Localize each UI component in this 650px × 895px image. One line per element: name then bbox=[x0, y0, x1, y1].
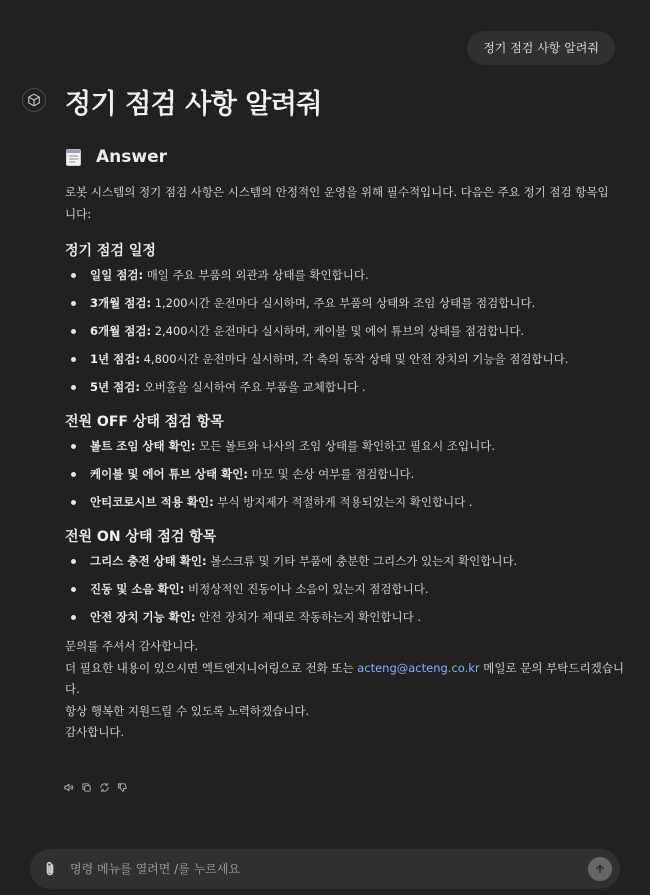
section-list bbox=[65, 266, 625, 396]
list-item-label: 1년 점검: bbox=[90, 352, 140, 366]
thumbs-down-button[interactable] bbox=[116, 781, 128, 793]
copy-icon bbox=[81, 782, 92, 793]
list-item-label: 6개월 점검: bbox=[90, 324, 152, 338]
send-button[interactable] bbox=[588, 857, 612, 881]
bullet-dot bbox=[71, 444, 76, 449]
copy-button[interactable] bbox=[80, 781, 92, 793]
assistant-response bbox=[65, 87, 625, 744]
bullet-dot bbox=[71, 559, 76, 564]
list-item-label: 일일 점검: bbox=[90, 268, 144, 282]
regenerate-button[interactable] bbox=[98, 781, 110, 793]
section-list bbox=[65, 552, 625, 626]
answer-label: Answer bbox=[96, 147, 167, 167]
closing-message bbox=[65, 636, 625, 744]
bullet-dot bbox=[71, 587, 76, 592]
sections bbox=[65, 241, 625, 626]
list-item-text: 부식 방지제가 적절하게 적용되었는지 확인합니다 . bbox=[213, 495, 473, 509]
list-item bbox=[65, 322, 625, 340]
section-list bbox=[65, 437, 625, 511]
list-item-text: 안전 장치가 제대로 작동하는지 확인합니다 . bbox=[195, 610, 422, 624]
list-item-text: 4,800시간 운전마다 실시하며, 각 축의 동작 상태 및 안전 장치의 기능을 점검합니다. bbox=[139, 352, 569, 366]
section-heading: 정기 점검 일정 bbox=[65, 243, 156, 259]
regenerate-icon bbox=[99, 782, 110, 793]
list-item-text: 마모 및 손상 여부를 점검합니다. bbox=[247, 467, 415, 481]
bullet-dot bbox=[71, 472, 76, 477]
message-composer bbox=[30, 849, 620, 889]
bullet-dot bbox=[71, 500, 76, 505]
message-input[interactable] bbox=[70, 854, 588, 884]
list-item bbox=[65, 266, 625, 284]
list-item-text: 비정상적인 진동이나 소음이 있는지 점검합니다. bbox=[184, 582, 429, 596]
assistant-avatar bbox=[22, 88, 46, 112]
bullet-dot bbox=[71, 615, 76, 620]
list-item-label: 안티코로시브 적용 확인: bbox=[90, 495, 214, 509]
answer-header bbox=[65, 145, 625, 169]
speaker-icon bbox=[63, 782, 74, 793]
closing-line-4: 감사합니다. bbox=[65, 725, 125, 739]
bullet-dot bbox=[71, 301, 76, 306]
list-item bbox=[65, 350, 625, 368]
list-item-text: 매일 주요 부품의 외관과 상태를 확인합니다. bbox=[143, 268, 369, 282]
message-actions bbox=[62, 781, 128, 793]
list-item-label: 안전 장치 기능 확인: bbox=[90, 610, 196, 624]
read-aloud-button[interactable] bbox=[62, 781, 74, 793]
list-item-label: 볼트 조임 상태 확인: bbox=[90, 439, 196, 453]
list-item-label: 그리스 충전 상태 확인: bbox=[90, 554, 207, 568]
list-item-text: 1,200시간 운전마다 실시하며, 주요 부품의 상태와 조임 상태를 점검합니다. bbox=[151, 296, 536, 310]
closing-line-2 bbox=[65, 658, 625, 701]
list-item-label: 5년 점검: bbox=[90, 380, 140, 394]
bullet-dot bbox=[71, 329, 76, 334]
list-item bbox=[65, 465, 625, 483]
list-item bbox=[65, 552, 625, 570]
bullet-dot bbox=[71, 273, 76, 278]
question-title: 정기 점검 사항 알려줘 bbox=[65, 89, 322, 120]
list-item bbox=[65, 493, 625, 511]
document-icon bbox=[65, 148, 82, 167]
user-message-bubble bbox=[467, 31, 615, 65]
list-item-text: 오버홀을 실시하여 주요 부품을 교체합니다 . bbox=[139, 380, 366, 394]
list-item bbox=[65, 294, 625, 312]
list-item bbox=[65, 580, 625, 598]
bullet-dot bbox=[71, 385, 76, 390]
bullet-dot bbox=[71, 357, 76, 362]
list-item-text: 모든 볼트와 나사의 조임 상태를 확인하고 필요시 조입니다. bbox=[195, 439, 495, 453]
section-heading: 전원 OFF 상태 점검 항목 bbox=[65, 414, 224, 430]
intro-paragraph: 로봇 시스템의 정기 점검 사항은 시스템의 안정적인 운영을 위해 필수적입니다. 다음은 주요 정기 점검 항목입니다: bbox=[65, 185, 609, 221]
list-item bbox=[65, 378, 625, 396]
section-heading: 전원 ON 상태 점검 항목 bbox=[65, 529, 217, 545]
closing-line-3: 항상 행복한 지원드릴 수 있도록 노력하겠습니다. bbox=[65, 703, 310, 718]
thumbs-down-icon bbox=[117, 782, 128, 793]
closing-line-2-before: 더 필요한 내용이 있으시면 엑트엔지니어링으로 전화 또는 bbox=[65, 660, 358, 675]
list-item bbox=[65, 608, 625, 626]
list-item bbox=[65, 437, 625, 455]
closing-line-2-after: 메일로 문의 부탁드리겠습니다. bbox=[65, 660, 624, 696]
user-message-text: 정기 점검 사항 알려줘 bbox=[483, 41, 599, 55]
email-link[interactable]: acteng@acteng.co.kr bbox=[357, 660, 480, 675]
list-item-label: 진동 및 소음 확인: bbox=[90, 582, 185, 596]
list-item-label: 케이블 및 에어 튜브 상태 확인: bbox=[90, 467, 248, 481]
paperclip-icon[interactable] bbox=[44, 861, 56, 877]
list-item-text: 볼스크류 및 기타 부품에 충분한 그리스가 있는지 확인합니다. bbox=[206, 554, 518, 568]
list-item-text: 2,400시간 운전마다 실시하며, 케이블 및 에어 튜브의 상태를 점검합니다. bbox=[151, 324, 525, 338]
arrow-up-icon bbox=[594, 863, 606, 875]
cube-icon bbox=[27, 93, 41, 107]
closing-line-1: 문의를 주셔서 감사합니다. bbox=[65, 639, 199, 653]
list-item-label: 3개월 점검: bbox=[90, 296, 152, 310]
